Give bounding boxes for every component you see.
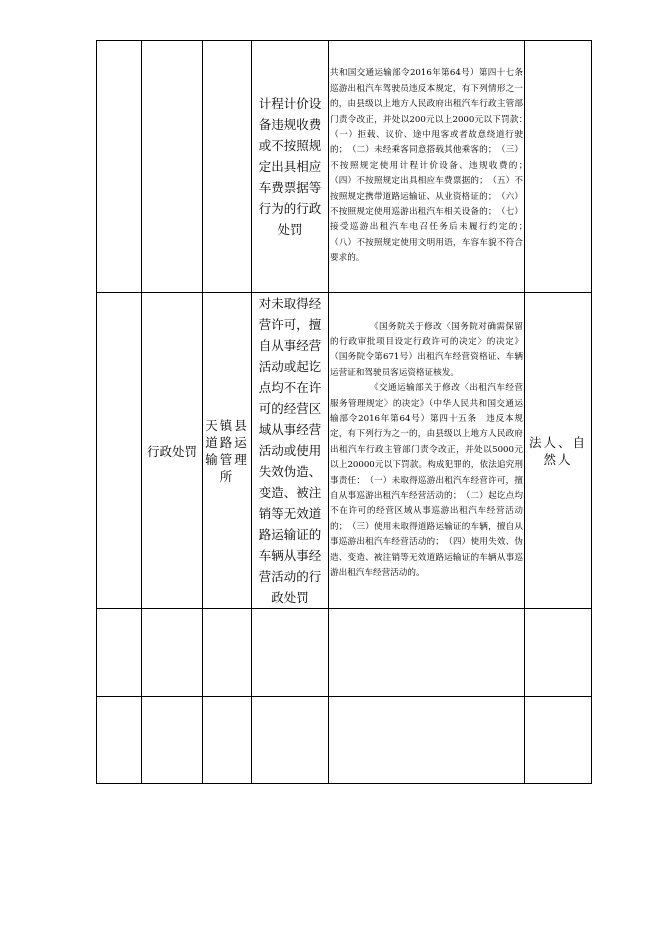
item-name-cell [252,697,329,784]
category-cell [142,41,203,293]
table-row [97,609,592,697]
seq-cell [97,697,142,784]
organ-cell [203,697,252,784]
legal-basis-paragraph: 共和国交通运输部令2016年第64号）第四十七条 巡游出租汽车驾驶员违反本规定，有下列情形之一的，由县级以上地方人民政府出租汽车行政主管部门责令改正，并处以200元以上2000元以下罚款： （一）拒载、议价、途中甩客或者故意绕道行驶的； （二）未经乘客同意搭载其他乘客的； （三）不按照规定使用计程计价设备、违规收费的； （四）不按照规定出具相应车费票据的； （五）不按照规定携带道路运输证、从业资格证的； （六）不按照规定使用巡游出租汽车相关设备的； （七）接受巡游出租汽车电召任务后未履行约定的； （八）不按照规定使用文明用语，车容车貌不符合要求的。 [330,68,532,264]
seq-cell [97,41,142,293]
category-cell [142,609,203,697]
seq-cell [97,609,142,697]
legal-basis-paragraph: 《国务院关于修改〈国务院对确需保留的行政审批项目设定行政许可的决定〉的决定》（国务院令第671号）出租汽车经营资格证、车辆运营证和驾驶员客运资格证核发。 [330,321,523,378]
subject-cell [525,41,592,293]
category-cell [142,697,203,784]
item-name-text: 对未取得经营许可，擅自从事经营活动或起讫点均不在许可的经营区域从事经营活动或使用失效伪造、变造、被注销等无效道路运输证的车辆从事经营活动的行政处罚 [258,296,322,605]
organ-cell [203,609,252,697]
legal-basis-cell [329,41,532,293]
subject-cell [525,697,592,784]
power-list-table [96,40,592,784]
seq-cell [97,293,142,609]
item-name-text: 计程计价设备违规收费或不按照规定出具相应车费票据等行为的行政处罚 [258,96,322,237]
legal-basis-text [329,320,524,582]
legal-basis-text [329,66,532,266]
legal-basis-paragraph: 《交通运输部关于修改〈出租汽车经营服务管理规定〉的决定》（中华人民共和国交通运输部令2016年第64号）第四十五条 违反本规定，有下列行为之一的，由县级以上地方人民政府出租汽车行政主管部门责令改正，并处以5000元以上20000元以下罚款。构成犯罪的，依法追究刑事责任： （一）未取得巡游出租汽车经营许可，擅自从事巡游出租汽车经营活动的； （二）起讫点均不在许可的经营区域从事巡游出租汽车经营活动的； （三）使用未取得道路运输证的车辆，擅自从事巡游出租汽车经营活动的； （四）使用失效、伪造、变造、被注销等无效道路运输证的车辆从事巡游出租汽车经营活动的。 [330,383,523,579]
item-name-cell [252,609,329,697]
table-row [97,293,592,609]
organ-cell [203,41,252,293]
subject-cell [525,609,592,697]
legal-basis-cell [329,609,525,697]
organ-cell: 天镇县道路运输管理所 [203,293,252,609]
category-cell: 行政处罚 [142,293,203,609]
table-row [97,41,592,293]
legal-basis-cell [329,293,525,609]
item-name-cell [252,41,329,293]
item-name-cell [252,293,329,609]
subject-cell: 法人、自然人 [525,293,592,609]
legal-basis-cell [329,697,525,784]
table-row [97,697,592,784]
